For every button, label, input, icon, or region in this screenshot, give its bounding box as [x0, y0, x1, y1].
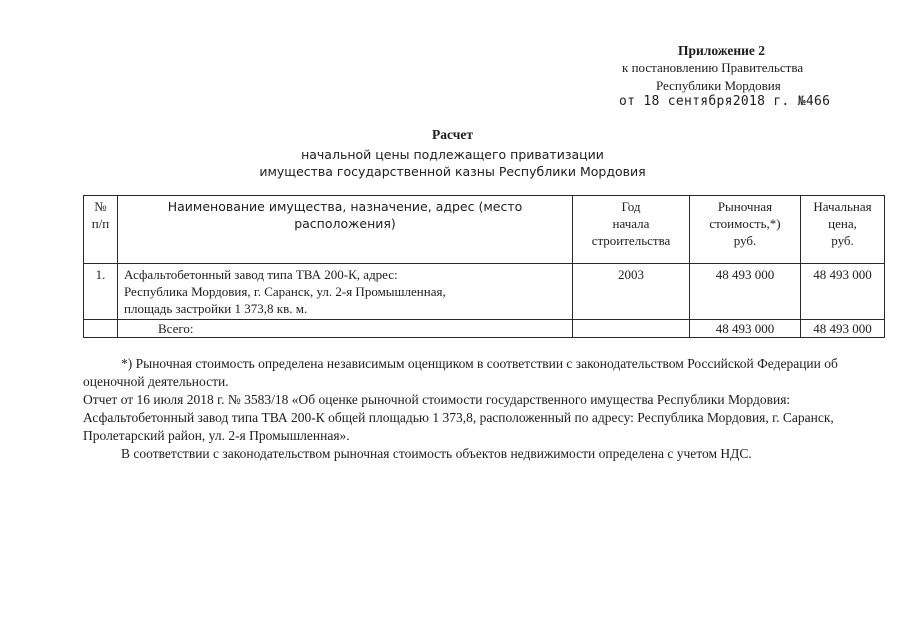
appendix-line-2: Республики Мордовия [656, 78, 781, 93]
header-market-value: Рыночная стоимость,*) руб. [690, 196, 801, 264]
total-year-empty [573, 320, 690, 338]
header-num: № п/п [84, 196, 118, 264]
report-paragraph: Отчет от 16 июля 2018 г. № 3583/18 «Об оценке рыночной стоимости государственного имущества Республики Мордовия: Асфальтобетонный завод типа ТВА 200-К общей площадью 1 373,8, расположенный по адресу: Республика Мордовия, г. Саранск, Пролетарский район, ул. 2-я Промышленная». [83, 392, 834, 443]
total-num-empty [84, 320, 118, 338]
appendix-date: от 18 сентября2018 г. №466 [619, 94, 831, 109]
footnote-paragraph: *) Рыночная стоимость определена независимым оценщиком в соответствии с законодательством Российской Федерации об оценочной деятельности. [83, 356, 838, 389]
table-row [84, 264, 885, 320]
total-start-price: 48 493 000 [801, 320, 885, 338]
appendix-line-1: к постановлению Правительства [622, 60, 804, 75]
total-market-value: 48 493 000 [690, 320, 801, 338]
row-start-price: 48 493 000 [801, 264, 885, 320]
price-table [83, 195, 885, 338]
row-num: 1. [84, 264, 118, 320]
row-year: 2003 [573, 264, 690, 320]
vat-paragraph: В соответствии с законодательством рыночная стоимость объектов недвижимости определена с учетом НДС. [121, 446, 752, 461]
row-market-value: 48 493 000 [690, 264, 801, 320]
header-year: Год начала строительства [573, 196, 690, 264]
table-header-row [84, 196, 885, 264]
document-subtitle-line-1: начальной цены подлежащего приватизации [301, 147, 604, 162]
document-subtitle-line-2: имущества государственной казны Республики Мордовия [259, 164, 646, 179]
header-name: Наименование имущества, назначение, адрес (место расположения) [118, 196, 573, 264]
table-total-row [84, 320, 885, 338]
appendix-title: Приложение 2 [678, 43, 766, 58]
document-title: Расчет [432, 127, 473, 142]
row-name: Асфальтобетонный завод типа ТВА 200-К, адрес: Республика Мордовия, г. Саранск, ул. 2-я Промышленная, площадь застройки 1 373,8 кв. м. [118, 264, 573, 320]
header-start-price: Начальная цена, руб. [801, 196, 885, 264]
total-label: Всего: [118, 320, 573, 338]
